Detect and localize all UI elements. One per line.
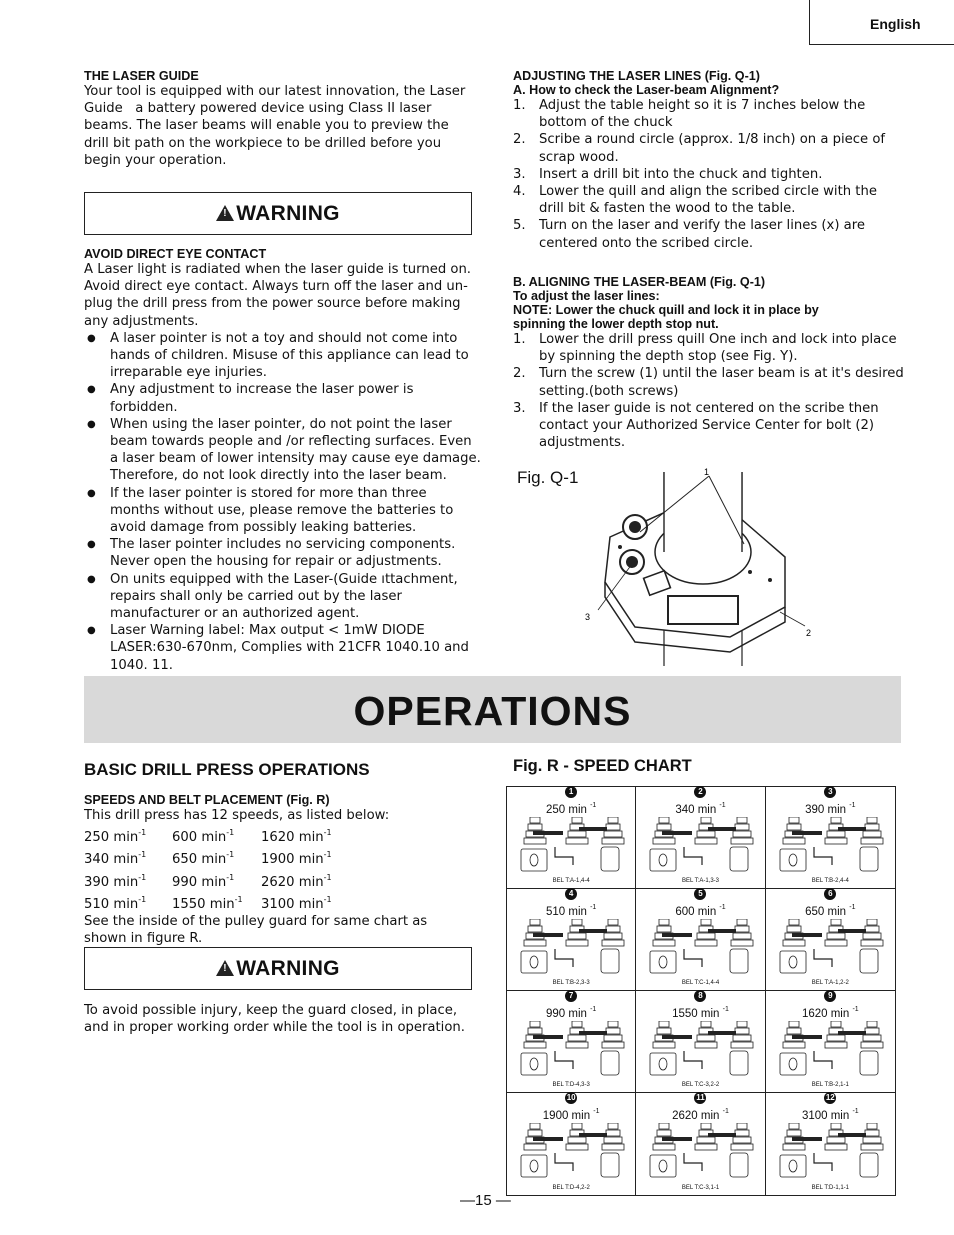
eye-contact-title: AVOID DIRECT EYE CONTACT — [84, 247, 267, 261]
text-line: Therefore, do not look directly into the laser beam. — [110, 468, 447, 484]
speeds-table — [84, 824, 484, 913]
speed-chart-cell — [636, 889, 765, 991]
step-item — [513, 97, 913, 131]
speed-value: 250 $\min^{-1}$ — [84, 828, 147, 846]
text-line: Avoid direct eye contact. Always turn off the laser and un- — [84, 279, 468, 295]
warning-box-laser — [84, 192, 472, 235]
speed-number-badge: 2 — [694, 786, 706, 798]
belt-diagram-icon — [515, 919, 627, 975]
text-line: a laser beam of lower intensity may cause eye damage. — [110, 451, 481, 467]
speed-chart-cell — [636, 1093, 765, 1195]
text-line: NOTE: Lower the chuck quill and lock it in place by — [513, 303, 819, 317]
text-line: ● On units equipped with the Laser-(Guide ıttachment, — [110, 571, 458, 587]
text-line: ● The laser pointer includes no servicing components. — [110, 537, 456, 553]
text-line: drill bit path on the workpiece to be drilled before you — [84, 135, 442, 151]
speeds-row — [84, 891, 484, 913]
speeds-title: SPEEDS AND BELT PLACEMENT (Fig. R) — [84, 793, 330, 807]
speed-value: 600 $\min^{-1}$ — [172, 828, 235, 846]
speed-value: 1550 $\min^{-1}$ — [172, 894, 243, 912]
step-item — [513, 400, 913, 452]
warning-triangle-icon — [216, 205, 234, 221]
speed-value: 2620 $\min^{-1}$ — [261, 872, 332, 890]
text-line: by spinning the depth stop (see Fig. Y). — [539, 349, 798, 365]
speed-value: 990 $\min^{-1}$ — [172, 872, 235, 890]
text-line: any adjustments. — [84, 313, 199, 329]
text-line: manufacturer or an authorized agent. — [110, 606, 360, 622]
step-item — [513, 131, 913, 165]
step-number: 1. — [513, 332, 526, 347]
warning-label: WARNING — [236, 202, 340, 225]
speed-chart-title: Fig. R - SPEED CHART — [513, 757, 692, 775]
bullet-item — [84, 485, 482, 537]
speed-chart-cell — [507, 991, 636, 1093]
text-line: plug the drill press from the power source before making — [84, 296, 461, 312]
page-number: —15 — — [460, 1192, 511, 1209]
aligning-note — [513, 303, 913, 331]
belt-diagram-icon — [774, 919, 886, 975]
text-line: centered onto the scribed circle. — [539, 235, 754, 251]
text-line: Turn on the laser and verify the laser lines (x) are — [539, 218, 866, 234]
bullet-item — [84, 571, 482, 623]
belt-position-label: BEL T:C-3,2-2 — [681, 1082, 720, 1088]
speed-value: 1900 $\min^{-1}$ — [261, 850, 332, 868]
belt-diagram-icon — [515, 817, 627, 873]
operations-banner — [84, 676, 901, 743]
callout-2: 2 — [806, 628, 812, 638]
text-line: A Laser light is radiated when the laser guide is turned on. — [84, 262, 472, 277]
speed-label: 1900 min $^{-1}$ — [542, 1108, 600, 1122]
text-line: ● A laser pointer is not a toy and should not come into — [110, 330, 458, 346]
speed-number-badge: 3 — [824, 786, 836, 798]
text-line: spinning the lower depth stop nut. — [513, 317, 719, 331]
operations-title: OPERATIONS — [353, 688, 632, 734]
text-line: scrap wood. — [539, 149, 619, 165]
step-item — [513, 217, 913, 251]
step-item — [513, 331, 913, 365]
warning-label: WARNING — [236, 957, 340, 980]
speed-label: 510 min $^{-1}$ — [545, 904, 597, 918]
text-line: begin your operation. — [84, 152, 227, 168]
speed-number-badge: 11 — [696, 1093, 705, 1102]
guard-warning-text — [84, 1002, 484, 1036]
step-item — [513, 166, 913, 183]
step-number: 5. — [513, 218, 526, 234]
text-line: Guide a battery powered device using Class II laser — [84, 101, 432, 117]
belt-position-label: BEL T:C-3,1-1 — [681, 1185, 720, 1191]
adjusting-section — [513, 69, 913, 252]
text-line: If the laser guide is not centered on the scribe then — [539, 400, 879, 416]
speed-value: 510 $\min^{-1}$ — [84, 894, 147, 912]
belt-position-label: BEL T:B-2,3-3 — [552, 980, 590, 986]
speed-chart-cell — [636, 991, 765, 1093]
text-line: setting.(both screws) — [539, 383, 679, 399]
speed-label: 650 min $^{-1}$ — [805, 904, 856, 918]
speed-number-badge: 4 — [565, 888, 577, 900]
speed-number-badge: 12 — [825, 1093, 835, 1102]
text-line: Lower the quill and align the scribed circle with the — [539, 184, 877, 200]
language-label: English — [870, 16, 921, 32]
step-number: 2. — [513, 366, 526, 382]
speed-chart — [506, 786, 896, 1196]
speeds-row — [84, 824, 484, 846]
speed-label: 3100 min $^{-1}$ — [801, 1108, 859, 1122]
step-number: 4. — [513, 184, 526, 200]
text-line: ● Any adjustment to increase the laser power is forbidden. — [110, 382, 414, 415]
speed-value: 650 $\min^{-1}$ — [172, 850, 235, 868]
text-line: Scribe a round circle (approx. 1/8 inch) on a piece of — [539, 132, 886, 148]
belt-diagram-icon — [774, 817, 886, 873]
basic-operations-title: BASIC DRILL PRESS OPERATIONS — [84, 760, 370, 779]
belt-diagram-icon — [644, 919, 756, 975]
belt-position-label: BEL T:A-1,3-3 — [681, 878, 719, 884]
text-line: and in proper working order while the tool is in operation. — [84, 1020, 465, 1036]
text-line: Turn the screw (1) until the laser beam is at it's desired — [539, 366, 904, 382]
speed-chart-cell — [507, 787, 636, 889]
aligning-section — [513, 275, 913, 451]
callout-3: 3 — [585, 612, 591, 622]
bullet-item — [84, 536, 482, 570]
text-line: To avoid possible injury, keep the guard closed, in place, — [84, 1003, 458, 1018]
speeds-row — [84, 869, 484, 891]
text-line: Insert a drill bit into the chuck and tighten. — [539, 166, 823, 182]
text-line: Your tool is equipped with our latest innovation, the Laser — [84, 84, 466, 99]
text-line: LASER:630-670nm, Complies with 21CFR 1040.10 and — [110, 640, 469, 656]
eye-contact-section — [84, 247, 482, 674]
text-line: hands of children. Misuse of this appliance can lead to — [110, 348, 469, 364]
laser-guide-figure — [580, 462, 820, 666]
belt-diagram-icon — [644, 1123, 756, 1179]
adjusting-title: ADJUSTING THE LASER LINES (Fig. Q-1) — [513, 69, 760, 83]
speed-label: 390 min $^{-1}$ — [805, 802, 856, 816]
text-line: Adjust the table height so it is 7 inches below the — [539, 98, 866, 113]
text-line: contact your Authorized Service Center for bolt (2) — [539, 418, 875, 434]
speed-label: 340 min $^{-1}$ — [675, 802, 726, 816]
belt-diagram-icon — [515, 1123, 627, 1179]
speed-chart-cell — [507, 889, 636, 991]
laser-guide-text — [84, 83, 476, 169]
belt-position-label: BEL T:A-1,2-2 — [811, 980, 849, 986]
bullet-item — [84, 622, 482, 674]
belt-diagram-icon — [515, 1021, 627, 1077]
belt-position-label: BEL T:D-4,3-3 — [552, 1082, 590, 1088]
speeds-row — [84, 846, 484, 868]
speed-number-badge: 10 — [566, 1093, 576, 1102]
laser-guide-title: THE LASER GUIDE — [84, 69, 199, 83]
speed-label: 1620 min $^{-1}$ — [801, 1006, 859, 1020]
warning-triangle-icon — [216, 960, 234, 976]
text-line: irreparable eye injuries. — [110, 365, 267, 381]
step-item — [513, 183, 913, 217]
warning-box-operations — [84, 947, 472, 990]
belt-diagram-icon — [774, 1021, 886, 1077]
speed-chart-cell — [766, 787, 895, 889]
fig-q-label: Fig. Q-1 — [517, 468, 579, 487]
text-line: ● Laser Warning label: Max output < 1mW DIODE — [110, 623, 425, 639]
text-line: ● If the laser pointer is stored for more than three — [110, 485, 427, 501]
text-line: months without use, please remove the batteries to — [110, 502, 454, 518]
speed-chart-cell — [766, 1093, 895, 1195]
basic-operations-section — [84, 760, 484, 947]
speed-label: 600 min $^{-1}$ — [675, 904, 726, 918]
step-number: 3. — [513, 400, 526, 416]
speed-label: 1550 min $^{-1}$ — [672, 1006, 729, 1020]
belt-position-label: BEL T:D-1,1-1 — [811, 1185, 849, 1191]
speed-number-badge: 5 — [694, 888, 706, 900]
speed-number-badge: 9 — [824, 990, 836, 1002]
speed-label: 250 min $^{-1}$ — [545, 802, 597, 816]
belt-diagram-icon — [644, 817, 756, 873]
speed-chart-cell — [766, 991, 895, 1093]
text-line: beam towards people and /or reflecting surfaces. Even — [110, 434, 472, 450]
speeds-intro: This drill press has 12 speeds, as listed below: — [84, 808, 390, 823]
step-number: 2. — [513, 132, 526, 148]
text-line: adjustments. — [539, 435, 626, 451]
speed-chart-cell — [766, 889, 895, 991]
text-line: Never open the housing for repair or adjustments. — [110, 554, 442, 570]
speed-value: 390 $\min^{-1}$ — [84, 872, 147, 890]
text-line: bottom of the chuck — [539, 115, 673, 131]
text-line: 1040. 11. — [110, 657, 173, 673]
speed-value: 1620 $\min^{-1}$ — [261, 828, 332, 846]
text-line: drill bit & fasten the wood to the table. — [539, 201, 796, 217]
speed-label: 2620 min $^{-1}$ — [672, 1108, 729, 1122]
belt-position-label: BEL T:A-1,4-4 — [552, 878, 590, 884]
laser-guide-section — [84, 69, 476, 169]
text-line: shown in figure R. — [84, 931, 203, 947]
aligning-title: B. ALIGNING THE LASER-BEAM (Fig. Q-1) — [513, 275, 766, 289]
belt-position-label: BEL T:B-2,4-4 — [811, 878, 849, 884]
aligning-subtitle: To adjust the laser lines: — [513, 289, 660, 303]
step-number: 3. — [513, 166, 526, 182]
belt-position-label: BEL T:B-2,1-1 — [811, 1082, 849, 1088]
belt-diagram-icon — [644, 1021, 756, 1077]
text-line: See the inside of the pulley guard for same chart as — [84, 914, 428, 930]
speed-number-badge: 1 — [565, 786, 577, 798]
bullet-item — [84, 381, 482, 415]
speed-chart-cell — [507, 1093, 636, 1195]
bullet-item — [84, 416, 482, 485]
text-line: beams. The laser beams will enable you to preview the — [84, 118, 449, 134]
belt-position-label: BEL T:C-1,4-4 — [681, 980, 720, 986]
belt-diagram-icon — [774, 1123, 886, 1179]
adjusting-subtitle: A. How to check the Laser-beam Alignment? — [513, 83, 780, 97]
speed-chart-cell — [636, 787, 765, 889]
speed-value: 340 $\min^{-1}$ — [84, 850, 147, 868]
step-item — [513, 365, 913, 399]
speed-number-badge: 7 — [565, 990, 577, 1002]
speed-number-badge: 8 — [694, 990, 706, 1002]
bullet-item — [84, 330, 482, 382]
speed-label: 990 min $^{-1}$ — [545, 1006, 597, 1020]
belt-position-label: BEL T:D-4,2-2 — [552, 1185, 590, 1191]
text-line: Lower the drill press quill One inch and lock into place — [539, 332, 897, 347]
step-number: 1. — [513, 98, 526, 113]
text-line: ● When using the laser pointer, do not point the laser — [110, 416, 452, 432]
text-line: repairs shall only be carried out by the laser — [110, 588, 402, 604]
language-tab — [809, 0, 954, 45]
text-line: avoid damage from possibly leaking batteries. — [110, 520, 417, 536]
speed-number-badge: 6 — [824, 888, 836, 900]
speed-value: 3100 $\min^{-1}$ — [261, 894, 332, 912]
callout-1: 1 — [704, 467, 710, 477]
